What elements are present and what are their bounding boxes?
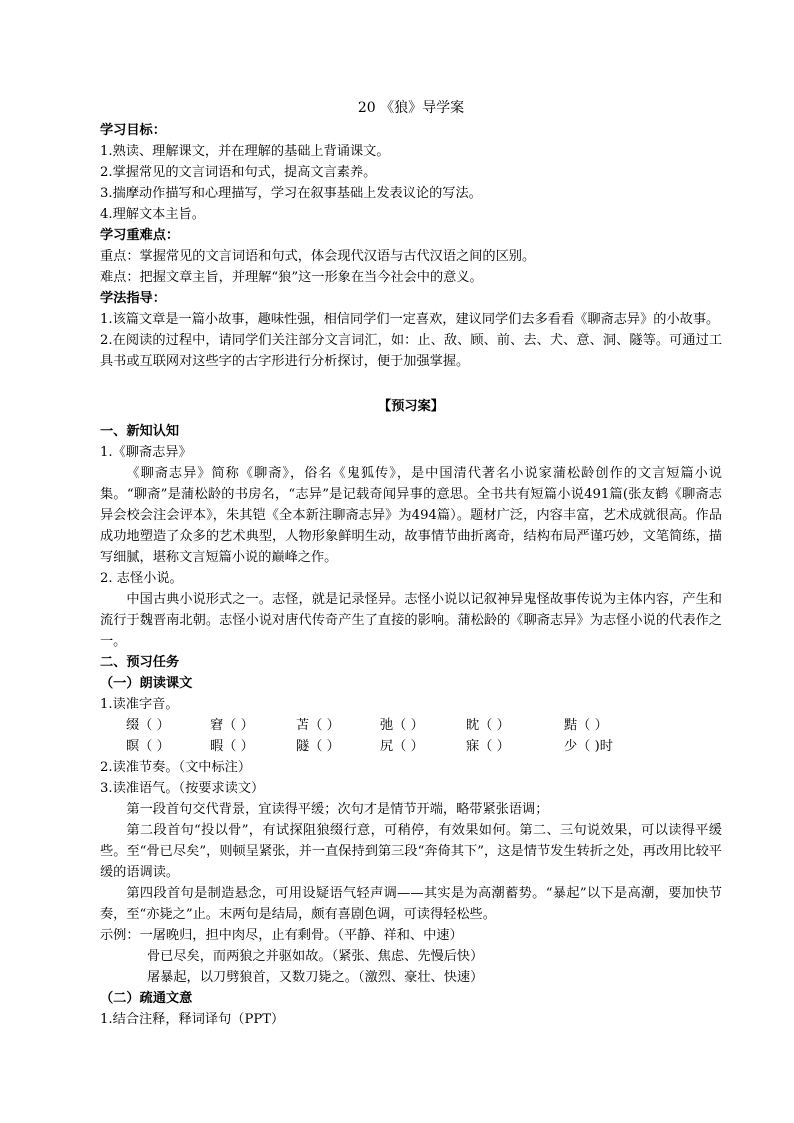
pronunciation-blank[interactable]: 少（ )时 [564, 739, 613, 754]
pronunciation-blank[interactable]: 寐（ ） [466, 739, 510, 754]
goals-heading: 学习目标： [100, 123, 166, 138]
read-item-3: 3.读准语气。（按要求读文） [100, 781, 265, 796]
preview-section-title: 【预习案】 [378, 399, 444, 414]
subsection1-heading: （一）朗读课文 [100, 676, 193, 691]
tone-paragraph: 第四段首句是制造悬念，可用设疑语气轻声调——其实是为高潮蓄势。“暴起”以下是高潮，要加快节奏，至“亦毙之”止。末两句是结局，颇有喜剧色调，可读得轻松些。 [100, 886, 722, 922]
pronunciation-blank[interactable]: 尻（ ） [380, 739, 424, 754]
document-page [100, 98, 722, 1030]
goal-item: 4.理解文本主旨。 [100, 207, 205, 222]
tone-paragraph: 第一段首句交代背景，宜读得平缓；次句才是情节开端，略带紧张语调； [126, 802, 549, 817]
key-points-heading: 学习重难点： [100, 228, 180, 243]
method-heading: 学法指导： [100, 291, 166, 306]
example-line [100, 925, 722, 946]
item2-paragraph: 中国古典小说形式之一。志怪，就是记录怪异。志怪小说以记叙神异鬼怪故事传说为主体内容，产生和流行于魏晋南北朝。志怪小说对唐代传奇产生了直接的影响。蒲松龄的《聊斋志异》为志怪小说的代表作之一。 [100, 592, 722, 649]
pronunciation-blank[interactable]: 缀（ ） [126, 718, 170, 733]
final-item: 1.结合注释，释词译句（PPT） [100, 1012, 285, 1027]
pronunciation-row [100, 736, 722, 757]
method-item: 2.在阅读的过程中，请同学们关注部分文言词汇，如：止、敌、顾、前、去、犬、意、洞、隧等。可通过工具书或互联网对这些字的古字形进行分析探讨，便于加强掌握。 [100, 333, 722, 369]
pronunciation-blank[interactable]: 隧（ ） [296, 739, 340, 754]
read-item-1: 1.读准字音。 [100, 697, 179, 712]
pronunciation-blank[interactable]: 窘（ ） [210, 718, 254, 733]
pronunciation-blank[interactable]: 瞑（ ） [126, 739, 170, 754]
part2-heading: 二、预习任务 [100, 655, 180, 670]
method-item: 1.该篇文章是一篇小故事，趣味性强，相信同学们一定喜欢，建议同学们去多看看《聊斋志异》的小故事。 [100, 312, 720, 327]
item1-heading: 1.《聊斋志异》 [100, 445, 192, 460]
example-sentence: 骨已尽矣，而两狼之并驱如故。（紧张、焦虑、先慢后快） [147, 949, 484, 964]
key-point-item: 重点：掌握常见的文言词语和句式，体会现代汉语与古代汉语之间的区别。 [100, 249, 536, 264]
pronunciation-blank[interactable]: 黠（ ） [564, 718, 608, 733]
item2-heading: 2. 志怪小说。 [100, 571, 183, 586]
goal-item: 2.掌握常见的文言词语和句式，提高文言素养。 [100, 165, 377, 180]
read-item-2: 2.读准节奏。（文中标注） [100, 760, 252, 775]
pronunciation-blank[interactable]: 暇（ ） [210, 739, 254, 754]
tone-paragraph: 第二段首句“投以骨”，有试探阻狼缀行意，可稍停，有效果如何。第二、三句说效果，可以读得平缓些。至“骨已尽矣”，则顿呈紧张，并一直保持到第三段“奔倚其下”，这是情节发生转折之处，再改用比较平缓的语调读。 [100, 823, 722, 880]
pronunciation-blank[interactable]: 弛（ ） [380, 718, 424, 733]
key-point-item: 难点：把握文章主旨，并理解“狼”这一形象在当今社会中的意义。 [100, 270, 483, 285]
subsection2-heading: （二）疏通文意 [100, 991, 193, 1006]
example-label: 示例： [100, 928, 140, 943]
page-title: 20 《狼》导学案 [357, 100, 465, 116]
pronunciation-blank[interactable]: 眈（ ） [466, 718, 510, 733]
goal-item: 3.揣摩动作描写和心理描写，学习在叙事基础上发表议论的写法。 [100, 186, 482, 201]
example-sentence: 一屠晚归，担中肉尽，止有剩骨。（平静、祥和、中速） [139, 928, 463, 943]
pronunciation-blank[interactable]: 苫（ ） [296, 718, 340, 733]
pronunciation-row [100, 715, 722, 736]
example-sentence: 屠暴起，以刀劈狼首，又数刀毙之。（激烈、豪壮、快速） [147, 970, 484, 985]
part1-heading: 一、新知认知 [100, 424, 180, 439]
item1-paragraph: 《聊斋志异》简称《聊斋》，俗名《鬼狐传》，是中国清代著名小说家蒲松龄创作的文言短篇小说集。“聊斋”是蒲松龄的书房名，“志异”是记载奇闻异事的意思。全书共有短篇小说491篇(张友鹤《聊斋志异会校会注会评本》，朱其铠《全本新注聊斋志异》为494篇）。题材广泛，内容丰富，艺术成就很高。作品成功地塑造了众多的艺术典型，人物形象鲜明生动，故事情节曲折离奇，结构布局严谨巧妙，文笔简练，描写细腻，堪称文言短篇小说的巅峰之作。 [100, 466, 722, 565]
goal-item: 1.熟读、理解课文，并在理解的基础上背诵课文。 [100, 144, 390, 159]
